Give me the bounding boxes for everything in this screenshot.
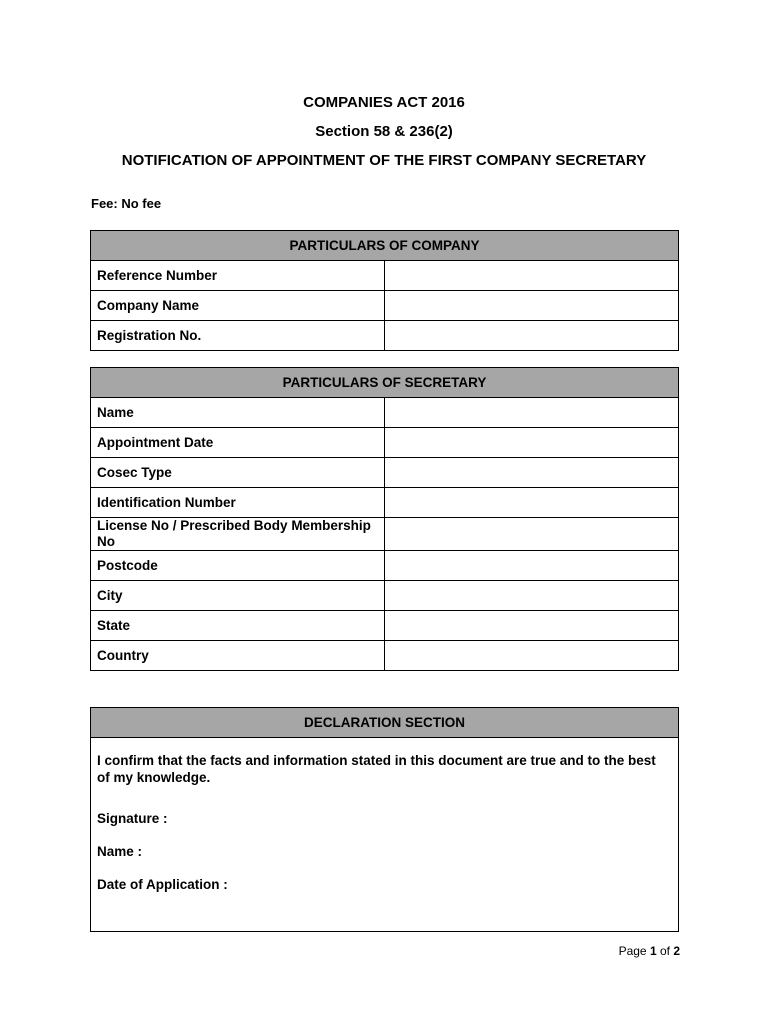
company-particulars-table (90, 230, 679, 351)
postcode-field[interactable] (385, 551, 679, 581)
table-row (91, 551, 679, 581)
city-field[interactable] (385, 581, 679, 611)
license-no-field[interactable] (385, 518, 679, 551)
declaration-statement: I confirm that the facts and information stated in this document are true and to the best of my knowledge. (97, 753, 656, 785)
secretary-particulars-heading: PARTICULARS OF SECRETARY (91, 368, 679, 398)
signature-label: Signature : (97, 811, 168, 826)
secretary-name-field[interactable] (385, 398, 679, 428)
table-row (91, 428, 679, 458)
table-row (91, 291, 679, 321)
reference-number-field[interactable] (385, 261, 679, 291)
table-row (91, 641, 679, 671)
appointment-date-field[interactable] (385, 428, 679, 458)
postcode-label: Postcode (91, 551, 385, 581)
page-current: 1 (649, 944, 657, 958)
secretary-particulars-table (90, 367, 679, 671)
declaration-table (90, 707, 679, 932)
page-of: of (656, 944, 674, 958)
registration-no-field[interactable] (385, 321, 679, 351)
table-row (91, 581, 679, 611)
act-title: COMPANIES ACT 2016 (303, 94, 465, 111)
table-row (91, 321, 679, 351)
secretary-name-label: Name (91, 398, 385, 428)
identification-number-label: Identification Number (91, 488, 385, 518)
declaration-heading: DECLARATION SECTION (91, 708, 679, 738)
appointment-date-label: Appointment Date (91, 428, 385, 458)
table-row (91, 458, 679, 488)
table-row (91, 398, 679, 428)
company-particulars-heading: PARTICULARS OF COMPANY (91, 231, 679, 261)
page-prefix: Page (618, 944, 650, 958)
company-name-label: Company Name (91, 291, 385, 321)
section-title: Section 58 & 236(2) (315, 123, 453, 140)
table-row (91, 261, 679, 291)
cosec-type-field[interactable] (385, 458, 679, 488)
city-label: City (91, 581, 385, 611)
cosec-type-label: Cosec Type (91, 458, 385, 488)
state-label: State (91, 611, 385, 641)
state-field[interactable] (385, 611, 679, 641)
declarant-name-label: Name : (97, 844, 143, 859)
identification-number-field[interactable] (385, 488, 679, 518)
company-name-field[interactable] (385, 291, 679, 321)
table-row (91, 488, 679, 518)
fee-text: Fee: No fee (91, 196, 162, 211)
table-row (91, 611, 679, 641)
table-row (91, 518, 679, 551)
country-field[interactable] (385, 641, 679, 671)
declaration-body (91, 738, 679, 932)
reference-number-label: Reference Number (91, 261, 385, 291)
license-no-label: License No / Prescribed Body Membership No (91, 518, 385, 551)
form-title: NOTIFICATION OF APPOINTMENT OF THE FIRST COMPANY SECRETARY (121, 152, 647, 169)
registration-no-label: Registration No. (91, 321, 385, 351)
country-label: Country (91, 641, 385, 671)
date-of-application-label: Date of Application : (97, 877, 228, 892)
page-number (610, 943, 680, 959)
page-total: 2 (673, 944, 680, 958)
